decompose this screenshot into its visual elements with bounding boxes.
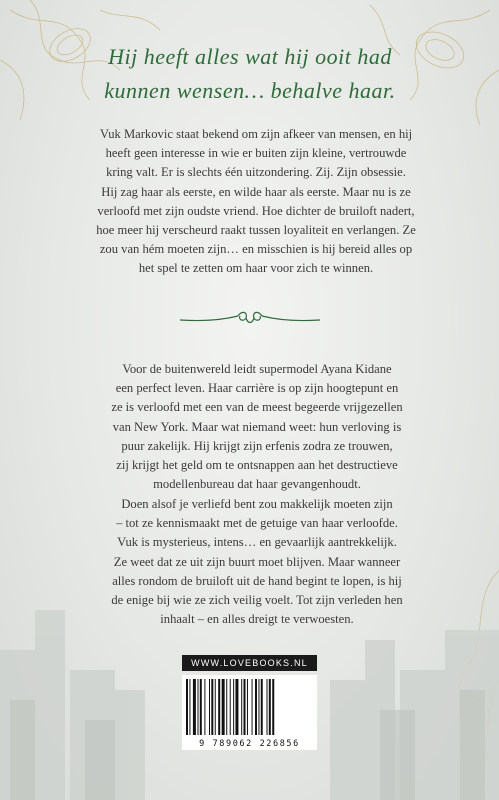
barcode-bar	[255, 679, 257, 735]
text-line: ze is verloofd met een van de meest begeerde vrijgezellen	[111, 400, 403, 415]
ornamental-divider	[180, 308, 320, 328]
barcode-bar	[198, 679, 199, 735]
text-line: Doen alsof je verliefd bent zou makkelijk moeten zijn	[121, 497, 393, 511]
blurb-paragraph-3	[92, 495, 422, 629]
text-line: inhaalt – en alles dreigt te verwoesten.	[160, 612, 354, 627]
text-line: kring valt. Er is slechts één uitzondering. Zij. Zijn obsessie.	[106, 165, 406, 180]
blurb-paragraph-1	[77, 125, 435, 279]
barcode-bar	[204, 679, 205, 735]
text-line: puur zakelijk. Hij krijgt zijn erfenis zodra ze trouwen,	[121, 438, 393, 453]
text-line: het spel te zetten om haar voor zich te winnen.	[138, 261, 374, 276]
blurb-paragraph-2	[92, 360, 422, 494]
barcode-bars	[186, 679, 313, 735]
text-line: de enige bij wie ze zich veilig voelt. Tot zijn verleden hen	[111, 593, 403, 608]
barcode-bar	[252, 679, 253, 735]
publisher-url[interactable]: WWW.LOVEBOOKS.NL	[182, 655, 317, 671]
barcode-bar	[261, 679, 263, 735]
text-line: van New York. Maar wat niemand weet: hun verloving is	[112, 419, 402, 434]
tagline-line-2: kunnen wensen… behalve haar.	[104, 78, 396, 103]
barcode-bar	[272, 679, 274, 735]
barcode-bar	[230, 679, 231, 735]
text-line: Vuk Markovic staat bekend om zijn afkeer van mensen, en hij	[99, 127, 413, 141]
barcode-bar	[258, 679, 259, 735]
barcode-bar	[211, 679, 213, 735]
text-line: Ze weet dat ze uit zijn buurt moet blijven. Maar wanneer	[113, 554, 401, 569]
barcode-bar	[193, 679, 196, 735]
barcode-bar	[269, 679, 271, 735]
text-line: hoe meer hij verscheurd raakt tussen loyaliteit en verlangen. Ze	[96, 223, 416, 238]
barcode-bar	[244, 679, 246, 735]
text-line: een perfect leven. Haar carrière is op zijn hoogtepunt en	[115, 381, 399, 396]
text-line: zou van hém moeten zijn… en misschien is hij bereid alles op	[99, 242, 413, 257]
barcode-bar	[267, 679, 268, 735]
text-line: zij krijgt het geld om te ontsnappen aan het destructieve	[116, 458, 398, 473]
text-line: Vuk is mysterieus, intens… en gevaarlijk aantrekkelijk.	[117, 535, 397, 550]
barcode-bar	[186, 679, 188, 735]
barcode-bar	[241, 679, 242, 735]
isbn-number: 9 789062 226856	[199, 739, 300, 749]
text-line: – tot ze kennismaakt met de getuige van haar verloofde.	[116, 516, 398, 531]
barcode-bar	[226, 679, 227, 735]
barcode-bar	[215, 679, 216, 735]
barcode-bar	[235, 679, 238, 735]
tagline	[40, 40, 460, 108]
barcode-bar	[209, 679, 210, 735]
tagline-line-1: Hij heeft alles wat hij ooit had	[108, 44, 392, 69]
barcode-bar	[189, 679, 190, 735]
text-line: Hij zag haar als eerste, en wilde haar als eerste. Maar nu is ze	[101, 184, 411, 199]
barcode-bar	[233, 679, 234, 735]
text-line: heeft geen interesse in wie er buiten zijn kleine, vertrouwde	[105, 146, 407, 161]
barcode-bar	[200, 679, 202, 735]
text-line: verloofd met zijn oudste vriend. Hoe dichter de bruiloft nadert,	[97, 203, 415, 218]
text-line: modellenbureau dat haar gevangenhoudt.	[153, 477, 361, 492]
barcode-bar	[222, 679, 225, 735]
isbn-barcode	[182, 675, 317, 750]
text-line: Voor de buitenwereld leidt supermodel Ayana Kidane	[122, 362, 392, 376]
barcode-bar	[247, 679, 248, 735]
text-line: alles rondom de bruiloft uit de hand begint te lopen, is hij	[112, 573, 402, 588]
barcode-bar	[218, 679, 220, 735]
